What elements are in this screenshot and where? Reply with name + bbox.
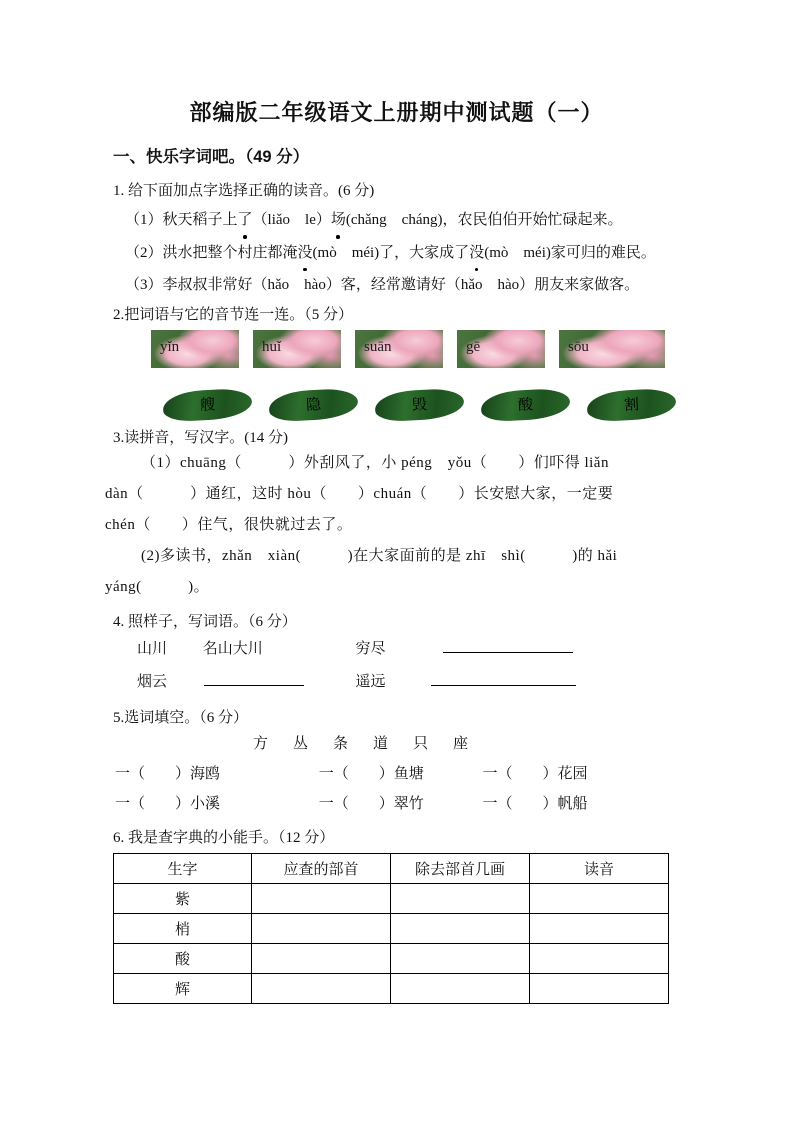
leaf-character-label: 隐 bbox=[305, 396, 322, 414]
empty-answer-cell bbox=[252, 883, 391, 913]
table-header-row bbox=[114, 853, 669, 883]
q3-line-1: （1）chuāng（ ）外刮风了，小 péng yǒu（ ）们吓得 liǎn bbox=[141, 454, 609, 471]
q4-label: 4. 照样子，写词语。（6 分） bbox=[113, 613, 297, 630]
answer-blank bbox=[431, 669, 576, 686]
q4-row-2 bbox=[113, 666, 693, 699]
column-header: 读音 bbox=[530, 853, 669, 883]
table-row bbox=[114, 973, 669, 1003]
q3-line-3: chén（ ）住气，很快就过去了。 bbox=[105, 516, 353, 533]
q5-word-bank: 方 丛 条 道 只 座 bbox=[253, 735, 474, 752]
q5-fill-item: 一（ ）小溪 bbox=[115, 795, 221, 812]
table-row bbox=[114, 943, 669, 973]
q4-word: 烟云 bbox=[137, 673, 168, 690]
dotted-character: 场 bbox=[331, 204, 346, 237]
dotted-character: 没 bbox=[298, 237, 313, 270]
empty-answer-cell bbox=[530, 913, 669, 943]
empty-answer-cell bbox=[530, 883, 669, 913]
answer-blank bbox=[443, 636, 573, 653]
leaf-image bbox=[586, 387, 676, 422]
q3-line-2: dàn（ ）通红，这时 hòu（ ）chuán（ ）长安慰大家，一定要 bbox=[105, 485, 614, 502]
table-row bbox=[114, 913, 669, 943]
q4-word: 穷尽 bbox=[355, 640, 386, 657]
character-cell: 酸 bbox=[114, 943, 252, 973]
dictionary-lookup-table bbox=[113, 853, 669, 1004]
character-cell: 梢 bbox=[114, 913, 252, 943]
leaf-character-label: 毁 bbox=[411, 396, 428, 414]
leaf-character-label: 酸 bbox=[517, 396, 534, 414]
empty-answer-cell bbox=[252, 943, 391, 973]
q4-word: 山川 bbox=[137, 640, 168, 657]
leaf-character-label: 割 bbox=[623, 396, 640, 414]
flower-pinyin-label: gē bbox=[466, 338, 481, 355]
q5-fill-item: 一（ ）花园 bbox=[482, 765, 588, 782]
leaf-image bbox=[374, 387, 464, 422]
flower-image bbox=[151, 330, 239, 368]
q5-fill-item: 一（ ）鱼塘 bbox=[318, 765, 424, 782]
q4-word: 遥远 bbox=[355, 673, 386, 690]
dotted-character: 没 bbox=[469, 237, 484, 270]
empty-answer-cell bbox=[391, 973, 530, 1003]
leaf-character-label: 艘 bbox=[199, 396, 216, 414]
flower-pinyin-label: sōu bbox=[568, 338, 589, 355]
q4-example-word: 名山大川 bbox=[202, 640, 263, 657]
flower-row bbox=[151, 330, 693, 368]
q5-row-1 bbox=[113, 759, 693, 789]
flower-image bbox=[253, 330, 341, 368]
empty-answer-cell bbox=[391, 913, 530, 943]
q1-lines bbox=[113, 204, 693, 302]
q1-line-1: （1）秋天稻子上了（liǎo le）场(chǎng cháng)，农民伯伯开始忙碌起来。 bbox=[113, 204, 693, 237]
empty-answer-cell bbox=[391, 943, 530, 973]
empty-answer-cell bbox=[252, 973, 391, 1003]
table-row bbox=[114, 883, 669, 913]
empty-answer-cell bbox=[530, 943, 669, 973]
dotted-character: 了 bbox=[238, 204, 253, 237]
q3-line-4: (2)多读书，zhǎn xiàn( )在大家面前的是 zhī shì( )的 hǎi bbox=[141, 547, 618, 564]
flower-pinyin-label: huǐ bbox=[262, 338, 282, 355]
q3-line-5: yáng( )。 bbox=[105, 578, 210, 595]
q5-fill-item: 一（ ）翠竹 bbox=[318, 795, 424, 812]
flower-pinyin-label: yǐn bbox=[160, 338, 180, 355]
page-title: 部编版二年级语文上册期中测试题（一） bbox=[189, 100, 604, 125]
q5-row-2 bbox=[113, 789, 693, 819]
q2-label: 2.把词语与它的音节连一连。（5 分） bbox=[113, 306, 354, 323]
leaf-image bbox=[162, 387, 252, 422]
character-cell: 紫 bbox=[114, 883, 252, 913]
leaf-image bbox=[480, 387, 570, 422]
column-header: 生字 bbox=[114, 853, 252, 883]
leaf-image bbox=[268, 387, 358, 422]
character-cell: 辉 bbox=[114, 973, 252, 1003]
section1-heading: 一、快乐字词吧。（49 分） bbox=[113, 148, 310, 166]
q1-line-2: （2）洪水把整个村庄都淹没(mò méi)了，大家成了没(mò méi)家可归的难民。 bbox=[113, 237, 693, 270]
leaf-row bbox=[163, 390, 693, 420]
column-header: 除去部首几画 bbox=[391, 853, 530, 883]
empty-answer-cell bbox=[391, 883, 530, 913]
q5-fill-item: 一（ ）帆船 bbox=[482, 795, 588, 812]
flower-image bbox=[355, 330, 443, 368]
q4-row-1 bbox=[113, 633, 693, 666]
empty-answer-cell bbox=[252, 913, 391, 943]
flower-pinyin-label: suān bbox=[364, 338, 392, 355]
q1-label: 1. 给下面加点字选择正确的读音。(6 分) bbox=[113, 183, 375, 199]
q5-fill-item: 一（ ）海鸥 bbox=[115, 765, 221, 782]
column-header: 应查的部首 bbox=[252, 853, 391, 883]
empty-answer-cell bbox=[530, 973, 669, 1003]
q3-label: 3.读拼音，写汉字。(14 分) bbox=[113, 429, 288, 446]
answer-blank bbox=[204, 669, 304, 686]
flower-image bbox=[559, 330, 665, 368]
flower-image bbox=[457, 330, 545, 368]
q6-label: 6. 我是查字典的小能手。（12 分） bbox=[113, 829, 335, 846]
q1-line-3: （3）李叔叔非常好（hǎo hào）客，经常邀请好（hǎo hào）朋友来家做客。 bbox=[125, 277, 640, 293]
q5-label: 5.选词填空。（6 分） bbox=[113, 709, 249, 726]
